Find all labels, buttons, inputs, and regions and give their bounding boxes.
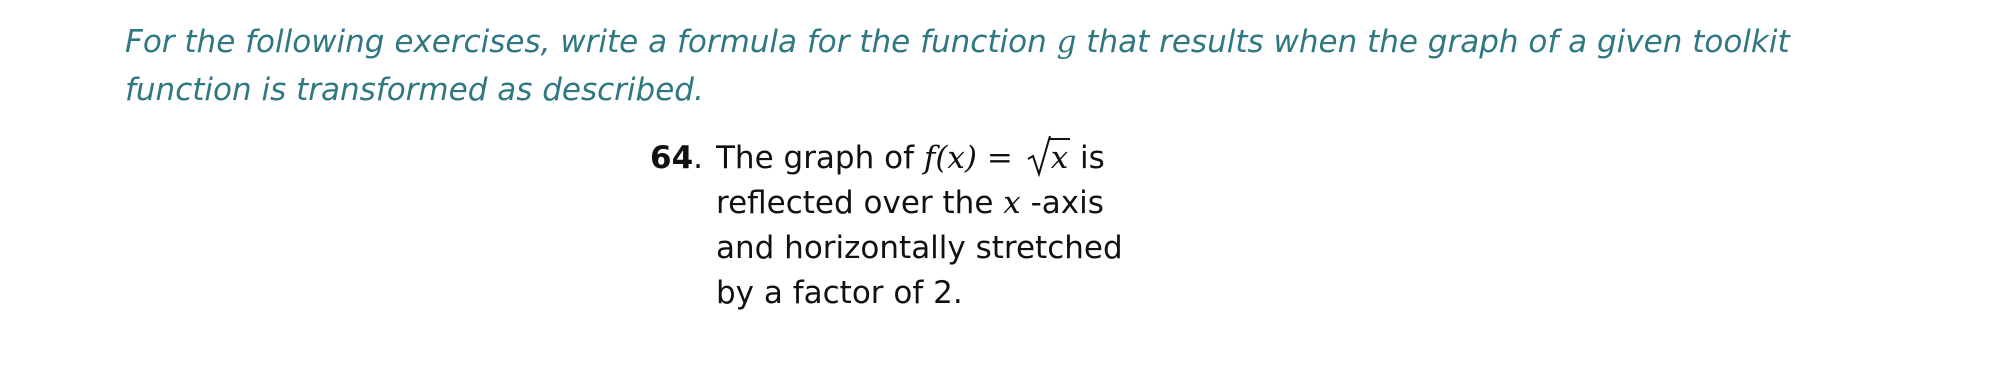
exercise-line-1 xyxy=(716,136,1136,181)
exercise-line-4: by a factor of 2. xyxy=(716,275,963,311)
line2-variable: x xyxy=(1003,185,1021,221)
radicand: x xyxy=(1050,140,1069,176)
instructions-variable-g: g xyxy=(1056,24,1077,60)
exercise-line-2 xyxy=(716,181,1136,226)
square-root xyxy=(1027,136,1070,181)
exercise-body xyxy=(716,136,1136,316)
exercise-item xyxy=(650,136,1136,316)
formula-lhs: f(x) xyxy=(923,140,977,176)
exercise-instructions xyxy=(125,18,1885,114)
radical-sign-icon xyxy=(1027,132,1051,178)
exercise-line-3: and horizontally stretched xyxy=(716,230,1123,266)
formula-equals: = xyxy=(977,140,1023,176)
line1-end: is xyxy=(1070,140,1105,176)
line2-after: -axis xyxy=(1020,185,1104,221)
instructions-text-after: that results when the graph of a given toolkit function is transformed as described. xyxy=(125,24,1790,108)
line1-text: The graph of xyxy=(716,140,924,176)
line2-before: reflected over the xyxy=(716,185,1004,221)
exercise-number xyxy=(650,136,716,181)
instructions-text-before: For the following exercises, write a formula for the function xyxy=(125,24,1057,60)
exercise-number-suffix: . xyxy=(693,140,703,176)
exercise-number-value: 64 xyxy=(650,140,694,176)
